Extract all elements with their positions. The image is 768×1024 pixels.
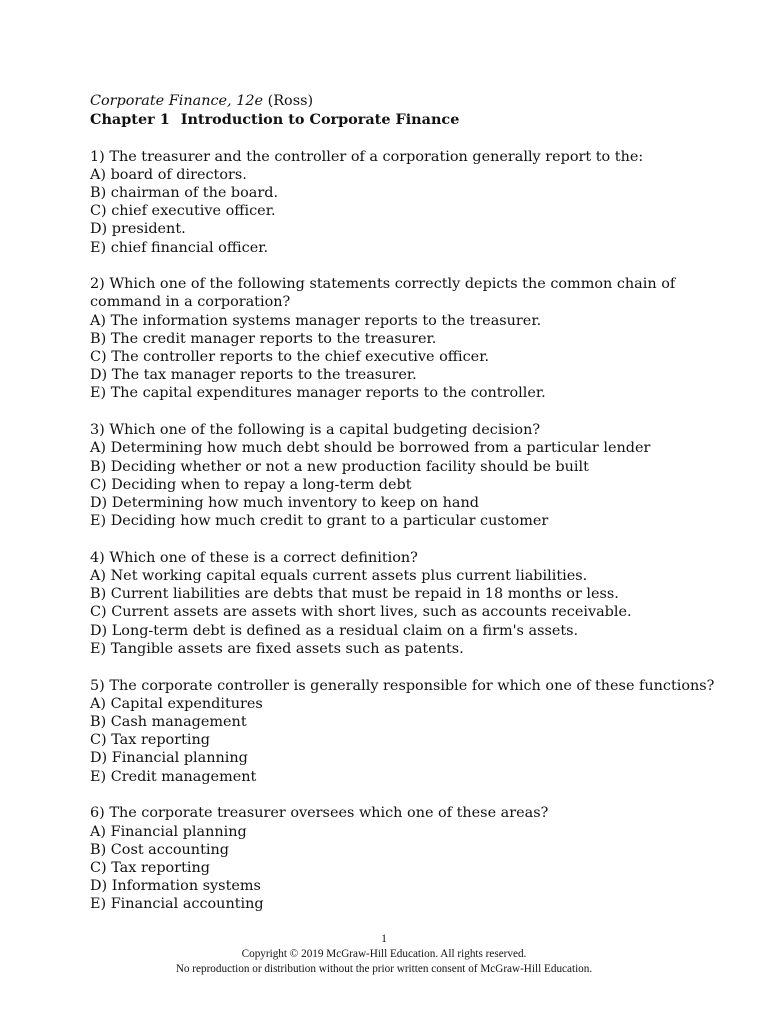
question-5	[90, 677, 730, 786]
book-title-line	[90, 92, 730, 111]
answer-option-a: A) Financial planning	[90, 823, 247, 840]
answer-option-b: B) Cost accounting	[90, 841, 229, 858]
answer-option-d: D) The tax manager reports to the treasurer.	[90, 367, 417, 384]
answer-option-e: E) Tangible assets are fixed assets such as patents.	[90, 640, 464, 657]
answer-option-b: B) Deciding whether or not a new production facility should be built	[90, 458, 589, 475]
chapter-heading	[90, 111, 730, 130]
answer-option-d: D) Information systems	[90, 878, 261, 895]
answer-option-a: A) Net working capital equals current assets plus current liabilities.	[90, 568, 588, 585]
answer-option-e: E) The capital expenditures manager reports to the controller.	[90, 385, 546, 402]
question-stem: 1) The treasurer and the controller of a corporation generally report to the:	[90, 148, 644, 165]
answer-option-a: A) The information systems manager reports to the treasurer.	[90, 312, 542, 329]
answer-option-b: B) The credit manager reports to the treasurer.	[90, 330, 437, 347]
answer-option-a: A) board of directors.	[90, 166, 247, 183]
answer-option-c: C) Tax reporting	[90, 732, 210, 749]
page-number: 1	[381, 933, 387, 945]
question-2	[90, 275, 730, 402]
reproduction-notice: No reproduction or distribution without the prior written consent of McGraw-Hill Education.	[175, 963, 593, 975]
answer-option-c: C) Tax reporting	[90, 859, 210, 876]
answer-option-b: B) chairman of the board.	[90, 184, 279, 201]
question-list	[90, 148, 730, 914]
chapter-number: Chapter 1	[90, 110, 170, 128]
answer-option-e: E) chief financial officer.	[90, 239, 269, 256]
answer-option-c: C) The controller reports to the chief executive officer.	[90, 349, 490, 366]
document-page	[90, 92, 730, 914]
answer-option-c: C) Current assets are assets with short lives, such as accounts receivable.	[90, 604, 632, 621]
answer-option-d: D) Determining how much inventory to keep on hand	[90, 494, 479, 511]
page-footer	[0, 932, 768, 977]
question-stem: 2) Which one of the following statements correctly depicts the common chain of command in a corporation?	[90, 276, 676, 311]
answer-option-b: B) Current liabilities are debts that must be repaid in 18 months or less.	[90, 586, 619, 603]
question-4	[90, 549, 730, 658]
question-6	[90, 804, 730, 913]
answer-option-a: A) Determining how much debt should be borrowed from a particular lender	[90, 440, 651, 457]
book-author: (Ross)	[267, 93, 314, 109]
question-1	[90, 148, 730, 257]
answer-option-c: C) Deciding when to repay a long-term debt	[90, 476, 412, 493]
answer-option-e: E) Financial accounting	[90, 896, 264, 913]
question-stem: 6) The corporate treasurer oversees which one of these areas?	[90, 805, 549, 822]
chapter-title: Introduction to Corporate Finance	[180, 110, 460, 128]
book-title: Corporate Finance, 12e	[90, 93, 264, 109]
answer-option-b: B) Cash management	[90, 713, 247, 730]
answer-option-c: C) chief executive officer.	[90, 203, 276, 220]
answer-option-d: D) Financial planning	[90, 750, 248, 767]
answer-option-d: D) Long-term debt is defined as a residual claim on a firm's assets.	[90, 622, 579, 639]
answer-option-d: D) president.	[90, 221, 186, 238]
answer-option-e: E) Deciding how much credit to grant to a particular customer	[90, 513, 549, 530]
question-stem: 5) The corporate controller is generally responsible for which one of these functions?	[90, 677, 715, 694]
question-stem: 4) Which one of these is a correct definition?	[90, 549, 418, 566]
answer-option-a: A) Capital expenditures	[90, 695, 263, 712]
copyright-notice: Copyright © 2019 McGraw-Hill Education. All rights reserved.	[241, 948, 527, 960]
question-stem: 3) Which one of the following is a capital budgeting decision?	[90, 422, 541, 439]
answer-option-e: E) Credit management	[90, 768, 257, 785]
question-3	[90, 421, 730, 530]
